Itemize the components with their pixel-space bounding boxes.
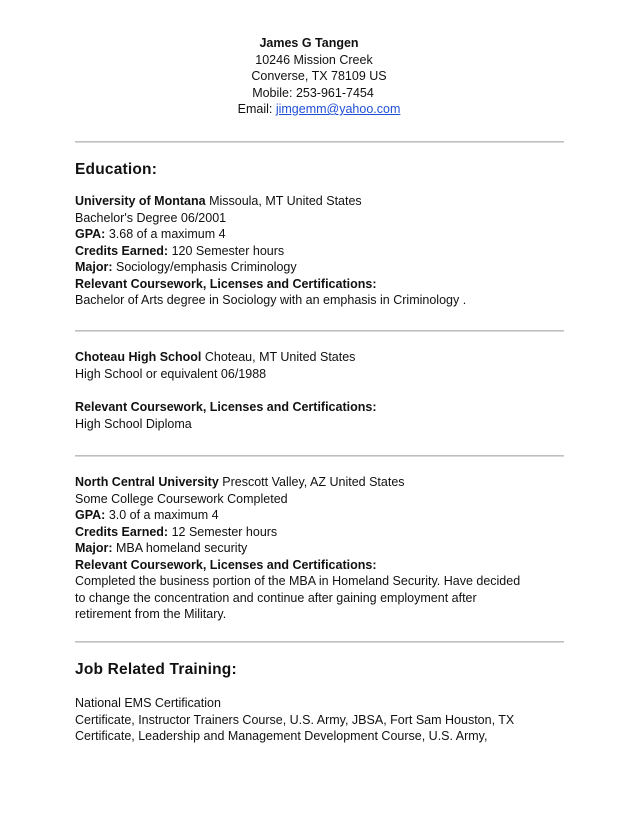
coursework-label: Relevant Coursework, Licenses and Certifications: bbox=[75, 557, 377, 572]
major-label: Major: bbox=[75, 260, 113, 274]
coursework-text-line: Completed the business portion of the MBA in Homeland Security. Have decided bbox=[75, 574, 521, 588]
training-item: National EMS Certification bbox=[75, 696, 221, 710]
gpa-value: 3.68 of a maximum 4 bbox=[108, 227, 226, 241]
school-name: North Central University bbox=[75, 475, 219, 489]
training-list bbox=[75, 695, 565, 745]
coursework-text: Bachelor of Arts degree in Sociology with an emphasis in Criminology . bbox=[75, 293, 467, 307]
credits-value: 12 Semester hours bbox=[171, 524, 278, 539]
coursework-text: High School Diploma bbox=[75, 416, 192, 431]
coursework-label: Relevant Coursework, Licenses and Certifications: bbox=[75, 276, 377, 291]
major-line bbox=[75, 540, 565, 557]
school-location: Prescott Valley, AZ United States bbox=[222, 475, 405, 489]
credits-line bbox=[75, 524, 565, 541]
education-entry bbox=[75, 474, 565, 623]
gpa-value: 3.0 of a maximum 4 bbox=[108, 508, 219, 522]
coursework-heading bbox=[75, 557, 565, 574]
divider bbox=[75, 141, 564, 143]
education-heading: Education: bbox=[75, 161, 158, 178]
divider bbox=[75, 641, 564, 643]
credits-label: Credits Earned: bbox=[75, 243, 169, 258]
gpa-line bbox=[75, 507, 565, 524]
coursework-heading bbox=[75, 399, 565, 416]
email-link[interactable]: jimgemm@yahoo.com bbox=[275, 102, 401, 116]
education-entry bbox=[75, 349, 565, 432]
contact-header bbox=[0, 35, 638, 118]
school-name: University of Montana bbox=[75, 194, 206, 208]
major-value: MBA homeland security bbox=[115, 541, 248, 555]
credits-line bbox=[75, 243, 565, 260]
major-value: Sociology/emphasis Criminology bbox=[115, 260, 297, 274]
school-line bbox=[75, 474, 565, 491]
spacer bbox=[75, 382, 565, 399]
coursework-text-line: retirement from the Military. bbox=[75, 607, 227, 621]
education-entry bbox=[75, 193, 565, 309]
school-location: Choteau, MT United States bbox=[204, 350, 356, 364]
gpa-label: GPA: bbox=[75, 227, 106, 241]
school-line bbox=[75, 349, 565, 366]
candidate-name: James G Tangen bbox=[259, 36, 359, 50]
gpa-line bbox=[75, 226, 565, 243]
school-name: Choteau High School bbox=[75, 350, 202, 364]
address-line-2: Converse, TX 78109 US bbox=[251, 69, 387, 83]
credits-value: 120 Semester hours bbox=[171, 243, 285, 258]
training-item: Certificate, Instructor Trainers Course, U.S. Army, JBSA, Fort Sam Houston, TX bbox=[75, 712, 515, 727]
gpa-label: GPA: bbox=[75, 508, 106, 522]
degree: Some College Coursework Completed bbox=[75, 491, 288, 506]
training-heading: Job Related Training: bbox=[75, 661, 237, 678]
school-location: Missoula, MT United States bbox=[209, 194, 362, 208]
email-label: Email: bbox=[237, 102, 273, 116]
major-label: Major: bbox=[75, 541, 113, 555]
email-row bbox=[0, 101, 638, 118]
divider bbox=[75, 330, 564, 332]
divider bbox=[75, 455, 564, 457]
degree: High School or equivalent 06/1988 bbox=[75, 366, 267, 381]
coursework-heading bbox=[75, 276, 565, 293]
degree: Bachelor's Degree 06/2001 bbox=[75, 210, 227, 225]
coursework-label: Relevant Coursework, Licenses and Certifications: bbox=[75, 400, 377, 414]
training-item: Certificate, Leadership and Management Development Course, U.S. Army, bbox=[75, 729, 488, 743]
major-line bbox=[75, 259, 565, 276]
credits-label: Credits Earned: bbox=[75, 524, 169, 539]
mobile-number: Mobile: 253-961-7454 bbox=[252, 85, 374, 100]
address-line-1: 10246 Mission Creek bbox=[255, 52, 373, 67]
coursework-text-line: to change the concentration and continue after gaining employment after bbox=[75, 590, 477, 605]
school-line bbox=[75, 193, 565, 210]
